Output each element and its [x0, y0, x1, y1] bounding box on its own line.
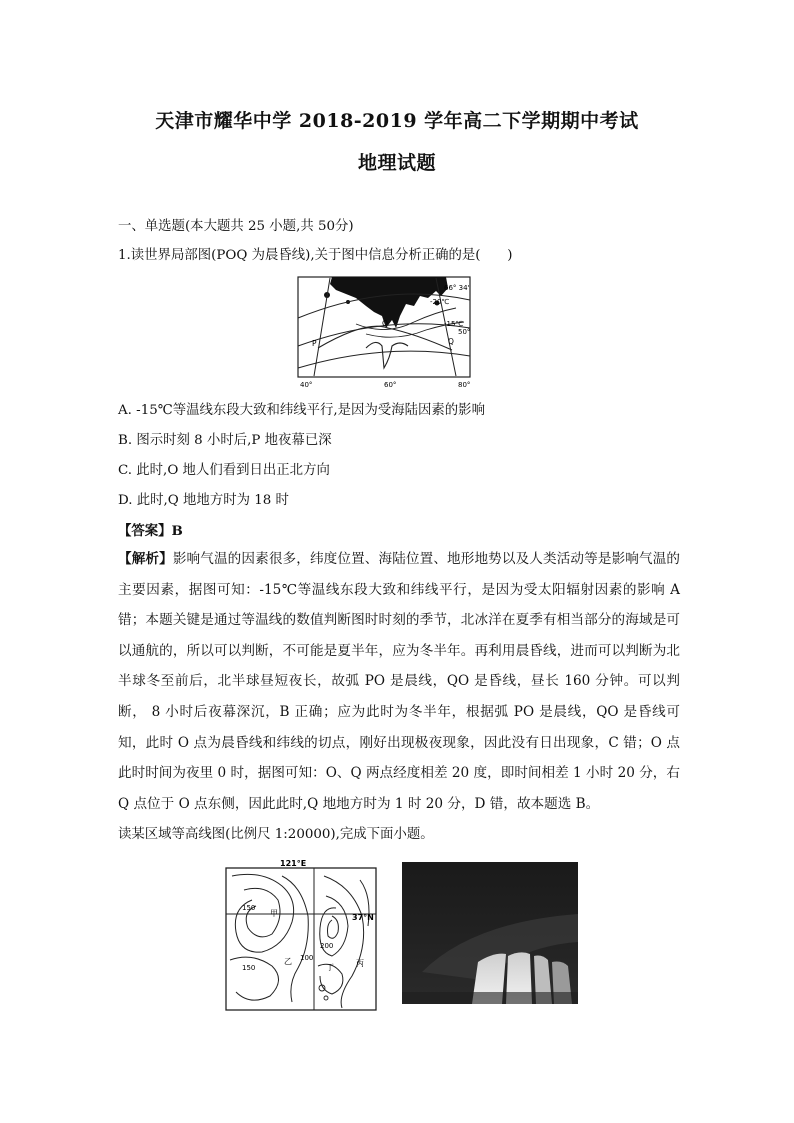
longitude-label: 121°E — [280, 859, 307, 868]
point-q-label: Q — [448, 337, 454, 346]
waterfall-photo — [402, 862, 578, 1004]
question-1-stem: 1.读世界局部图(POQ 为晨昏线),关于图中信息分析正确的是( ) — [118, 248, 513, 263]
contour-150-b: 150 — [242, 964, 256, 972]
lon-80-label: 80° — [458, 381, 471, 388]
isotherm-20-label: -20℃ — [430, 298, 450, 306]
world-map-figure — [296, 276, 478, 388]
analysis-label: 【解析】 — [118, 551, 173, 567]
place-ding: 丁 — [326, 963, 334, 972]
lat-top-label: 66° 34' — [444, 284, 470, 292]
place-bing: 丙 — [356, 959, 364, 968]
section-header: 一、单选题(本大题共 25 小题,共 50分) — [118, 219, 354, 234]
contour-100: 100 — [300, 954, 314, 962]
question-2-intro: 读某区域等高线图(比例尺 1:20000),完成下面小题。 — [118, 827, 434, 842]
latitude-label: 37°N — [352, 913, 374, 922]
lon-40-label: 40° — [300, 381, 313, 388]
contour-150-a: 150 — [242, 904, 256, 912]
lon-60-label: 60° — [384, 381, 397, 388]
option-a: A. -15℃等温线东段大致和纬线平行,是因为受海陆因素的影响 — [118, 403, 485, 418]
option-c: C. 此时,O 地人们看到日出正北方向 — [118, 463, 330, 478]
contour-map-figure — [222, 856, 382, 1014]
isotherm-15-label: -15℃ — [444, 320, 464, 328]
option-d: D. 此时,Q 地地方时为 18 时 — [118, 493, 289, 508]
place-jia: 甲 — [270, 909, 278, 918]
contour-200: 200 — [320, 942, 334, 950]
document-title: 天津市耀华中学 2018-2019 学年高二下学期期中考试 — [155, 110, 639, 132]
analysis-text: 影响气温的因素很多，纬度位置、海陆位置、地形地势以及人类活动等是影响气温的主要因素，据图可知：-15℃等温线东段大致和纬线平行，是因为受太阳辐射因素的影响 A 错；本题关键是通过等温线的数值判断图时时刻的季节，北冰洋在夏季有相当部分的海域是可以通航的，所以可以判断，不可能是夏半年，应为冬半年。再利用晨昏线，进而可以判断为北半球冬至前后，北半球昼短夜长，故弧 PO 是晨线，QO 是昏线，昼长 160 分钟。可以判断， 8 小时后夜幕深沉，B 正确；应为此时为冬半年，根据弧 PO 是晨线，QO 是昏线可知，此时 O 点为晨昏线和纬线的切点，刚好出现极夜现象，因此没有日出现象，C 错；O 点此时时间为夜里 0 时，据图可知：O、Q 两点经度相差 20 度，即时间相差 1 小时 20 分，右 Q 点位于 O 点东侧，因此此时,Q 地地方时为 1 时 20 分，D 错，故本题选 B。 — [118, 551, 681, 812]
lat-50-label: 50° — [458, 328, 471, 336]
point-p-label: P — [312, 339, 317, 348]
place-yi: 乙 — [284, 957, 292, 966]
answer-line: 【答案】B — [118, 523, 183, 539]
point-o-label: O — [382, 319, 388, 328]
option-b: B. 图示时刻 8 小时后,P 地夜幕已深 — [118, 433, 332, 448]
document-subtitle: 地理试题 — [357, 152, 436, 174]
analysis-paragraph — [118, 544, 680, 819]
